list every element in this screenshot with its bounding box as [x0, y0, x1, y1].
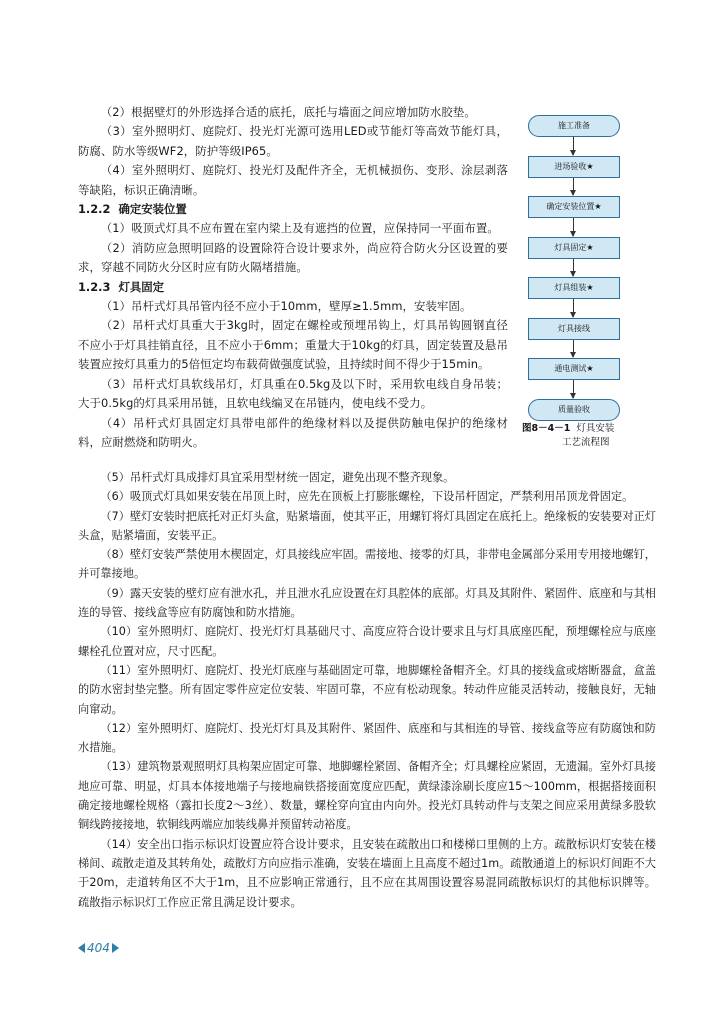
- paragraph: （5）吊杆式灯具成排灯具宜采用型材统一固定，避免出现不整齐现象。: [100, 471, 455, 484]
- figure-title-line1: 灯具安装: [576, 423, 615, 434]
- paragraph: （2）根据壁灯的外形选择合适的底托，底托与墙面之间应增加防水胶垫。: [100, 105, 476, 119]
- flow-arrow-icon: [573, 380, 574, 398]
- page-number: [78, 941, 119, 955]
- flow-step: 灯具接线: [528, 318, 620, 340]
- paragraph: （6）吸顶式灯具如果安装在吊顶上时，应先在顶板上打膨胀螺栓，下设吊杆固定，严禁利用吊顶龙骨固定。: [100, 490, 634, 504]
- paragraph: （11）室外照明灯、庭院灯、投光灯底座与基础固定可靠，地脚螺栓备帽齐全。灯具的接线盒或熔断器盒，盒盖的防水密封垫完整。所有固定零件应定位安装、牢固可靠，不应有松动现象。转动件应能灵活转动，接触良好，无轴向窜动。: [78, 663, 656, 716]
- paragraph: （2）消防应急照明回路的设置除符合设计要求外，尚应符合防火分区设置的要求，穿越不同防火分区时应有防火隔堵措施。: [78, 240, 508, 275]
- section-title: 灯具固定: [118, 279, 165, 294]
- paragraph: （4）室外照明灯、庭院灯、投光灯及配件齐全，无机械损伤、变形、涂层剥落等缺陷，标识正确清晰。: [78, 163, 508, 197]
- flow-step: 进场验收★: [528, 156, 620, 178]
- paragraph: （4）吊杆式灯具固定灯具带电部件的绝缘材料以及提供防触电保护的绝缘材料，应耐燃烧和防明火。: [78, 415, 508, 449]
- flow-arrow-icon: [573, 259, 574, 277]
- section-heading: [78, 278, 508, 297]
- paragraph: （9）露天安装的壁灯应有泄水孔，并且泄水孔应设置在灯具腔体的底部。灯具及其附件、紧固件、底座和与其相连的导管、接线盒等应有防腐蚀和防水措施。: [78, 586, 656, 620]
- paragraph: （7）壁灯安装时把底托对正灯头盒，贴紧墙面，使其平正，用螺钉将灯具固定在底托上。绝缘板的安装要对正灯头盒，贴紧墙面，安装平正。: [78, 509, 656, 542]
- flow-arrow-icon: [573, 137, 574, 155]
- figure-number: 图8－4－1: [522, 423, 571, 434]
- paragraph: （2）吊杆式灯具重大于3kg时，固定在螺栓或预埋吊钩上，灯具吊钩圆钢直径不应小于灯具挂销直径，且不应小于6mm；重量大于10kg的灯具，固定装置及悬吊装置应按灯具重力的5倍恒定均布载荷做强度试验，且持续时间不得少于15min。: [78, 318, 508, 372]
- flow-step: 灯具组装★: [528, 277, 620, 299]
- right-triangle-icon: [112, 943, 119, 953]
- paragraph: （14）安全出口指示标识灯设置应符合设计要求，且安装在疏散出口和楼梯口里侧的上方。疏散标识灯安装在楼梯间、疏散走道及其转角处，疏散灯方向应指示准确，安装在墙面上且高度不超过1m。疏散通道上的标识灯间距不大于20m，走道转角区不大于1m，且不应影响正常通行，且不应在其周围设置容易混同疏散标识灯的其他标识牌等。疏散指示标识灯工作应正常且满足设计要求。: [78, 837, 656, 909]
- paragraph: （12）室外照明灯、庭院灯、投光灯灯具及其附件、紧固件、底座和与其相连的导管、接线盒等应有防腐蚀和防水措施。: [78, 721, 656, 755]
- paragraph: （1）吸顶式灯具不应布置在室内梁上及有遮挡的位置，应保持同一平面布置。: [100, 221, 499, 236]
- section-title: 确定安装位置: [118, 202, 187, 217]
- upper-text-column: [78, 103, 508, 452]
- flow-arrow-icon: [573, 178, 574, 196]
- paragraph: （3）室外照明灯、庭院灯、投光灯光源可选用LED或节能灯等高效节能灯具，防腐、防水等级WF2，防护等级IP65。: [78, 124, 508, 158]
- figure-title-line2: 工艺流程图: [562, 437, 610, 448]
- section-number: 1.2.3: [78, 279, 111, 294]
- figure-caption: [522, 422, 662, 450]
- page-number-text: 404: [87, 941, 110, 955]
- paragraph: （1）吊杆式灯具吊管内径不应小于10mm，壁厚≥1.5mm，安装牢固。: [100, 299, 472, 314]
- flow-step: 施工准备: [528, 115, 620, 137]
- flow-step: 确定安装位置★: [528, 196, 620, 218]
- lower-text-block: [78, 468, 656, 912]
- flow-arrow-icon: [573, 340, 574, 358]
- paragraph: （10）室外照明灯、庭院灯、投光灯灯具基础尺寸、高度应符合设计要求且与灯具底座匹配，预埋螺栓应与底座螺栓孔位置对应，尺寸匹配。: [78, 625, 656, 658]
- section-heading: [78, 200, 508, 219]
- flow-arrow-icon: [573, 299, 574, 317]
- flow-step: 通电测试★: [528, 358, 620, 380]
- flow-arrow-icon: [573, 218, 574, 236]
- flow-step: 灯具固定★: [528, 237, 620, 259]
- section-number: 1.2.2: [78, 202, 111, 217]
- paragraph: （3）吊杆式灯具软线吊灯，灯具重在0.5kg及以下时，采用软电线自身吊装；大于0.5kg的灯具采用吊链，且软电线编叉在吊链内，使电线不受力。: [78, 376, 508, 411]
- left-triangle-icon: [78, 943, 85, 953]
- paragraph: （8）壁灯安装严禁使用木楔固定，灯具接线应牢固。需接地、接零的灯具，非带电金属部分采用专用接地螺钉，并可靠接地。: [78, 548, 656, 581]
- paragraph: （13）建筑物景观照明灯具构架应固定可靠、地脚螺栓紧固、备帽齐全；灯具螺栓应紧固，无遗漏。室外灯具接地应可靠、明显，灯具本体接地端子与接地扁铁搭接面宽度应匹配，黄绿漆涂刷长度应15～100mm，根据搭接面积确定接地螺栓规格（露扣长度2～3丝）、数量，螺栓穿向宜由内向外。投光灯具转动件与支架之间应采用黄绿多股软铜线跨接接地，软铜线两端应加装线鼻并预留转动裕度。: [78, 760, 656, 832]
- flow-step: 质量验收: [528, 399, 620, 421]
